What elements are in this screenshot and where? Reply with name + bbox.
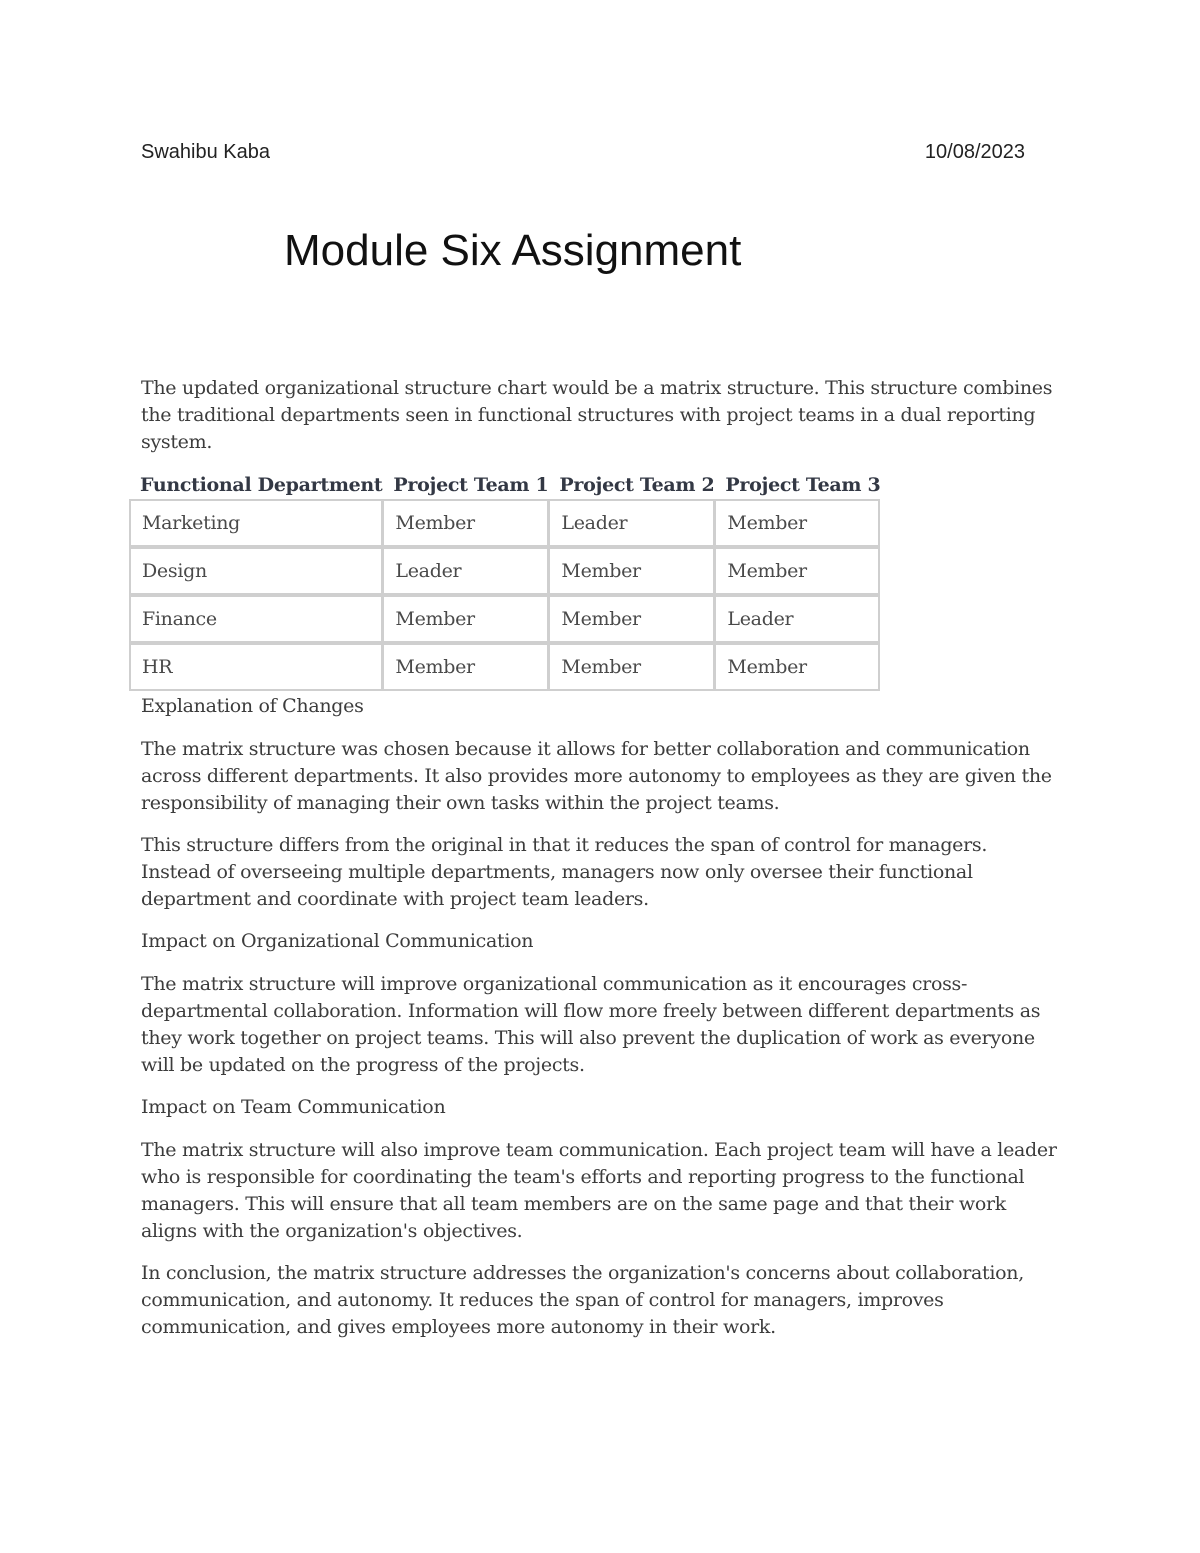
- intro-paragraph: [141, 375, 1061, 456]
- table-cell: Member: [548, 643, 714, 691]
- table-header-cell: Project Team 2: [559, 474, 715, 496]
- author-name: Swahibu Kaba: [141, 141, 270, 163]
- document-body: [141, 693, 1061, 1356]
- table-row: [129, 643, 880, 691]
- table-cell: Member: [548, 595, 714, 643]
- section-heading-team-communication: Impact on Team Communication: [141, 1096, 446, 1118]
- table-cell: Leader: [382, 547, 548, 595]
- changes-paragraph-1: The matrix structure was chosen because it allows for better collaboration and communication across different departments. It also provides more autonomy to employees as they are given the responsibility of managing their own tasks within the project teams.: [141, 738, 1052, 814]
- table-cell: Member: [714, 643, 880, 691]
- matrix-table: [129, 471, 880, 691]
- document-header: [141, 141, 1025, 164]
- conclusion-paragraph: In conclusion, the matrix structure addresses the organization's concerns about collaboration, communication, and autonomy. It reduces the span of control for managers, improves communication, and gives employees more autonomy in their work.: [141, 1262, 1024, 1338]
- table-row: [129, 499, 880, 547]
- table-cell: Finance: [129, 595, 382, 643]
- matrix-table-container: [129, 471, 880, 691]
- changes-paragraph-2: This structure differs from the original in that it reduces the span of control for managers. Instead of overseeing multiple departments, managers now only oversee their functional department and coordinate with project team leaders.: [141, 834, 988, 910]
- table-cell: Leader: [714, 595, 880, 643]
- intro-text: The updated organizational structure chart would be a matrix structure. This structure combines the traditional departments seen in functional structures with project teams in a dual reporting system.: [141, 377, 1053, 453]
- org-communication-paragraph: The matrix structure will improve organizational communication as it encourages cross-departmental collaboration. Information will flow more freely between different departments as they work together on project teams. This will also prevent the duplication of work as everyone will be updated on the progress of the projects.: [141, 973, 1041, 1076]
- table-cell: Leader: [548, 499, 714, 547]
- document-date: 10/08/2023: [924, 141, 1025, 163]
- table-cell: Design: [129, 547, 382, 595]
- table-cell: Member: [714, 547, 880, 595]
- section-heading-org-communication: Impact on Organizational Communication: [141, 930, 534, 952]
- section-heading-changes: Explanation of Changes: [141, 695, 364, 717]
- table-cell: Member: [714, 499, 880, 547]
- table-row: [129, 547, 880, 595]
- table-cell: Member: [382, 499, 548, 547]
- table-row: [129, 595, 880, 643]
- table-cell: Member: [382, 595, 548, 643]
- table-header-row: [129, 471, 880, 499]
- table-cell: Member: [548, 547, 714, 595]
- table-cell: Member: [382, 643, 548, 691]
- table-cell: HR: [129, 643, 382, 691]
- page-title: Module Six Assignment: [284, 226, 742, 275]
- table-header-cell: Project Team 3: [725, 474, 881, 496]
- table-cell: Marketing: [129, 499, 382, 547]
- table-header-cell: Functional Department: [140, 474, 383, 496]
- table-header-cell: Project Team 1: [393, 474, 549, 496]
- team-communication-paragraph: The matrix structure will also improve team communication. Each project team will have a leader who is responsible for coordinating the team's efforts and reporting progress to the functional managers. This will ensure that all team members are on the same page and that their work aligns with the organization's objectives.: [141, 1139, 1057, 1242]
